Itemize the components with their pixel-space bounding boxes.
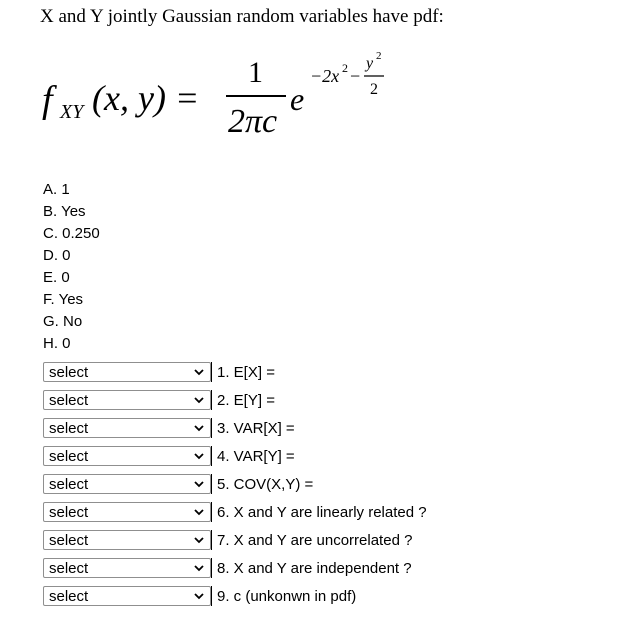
formula-exp-b-sq: 2 [376,50,382,62]
question-label-1: 1. E[X] = [211,362,275,382]
question-label-8: 8. X and Y are independent ? [211,558,412,578]
formula-exp-b-den: 2 [370,81,378,98]
question-label-6: 6. X and Y are linearly related ? [211,502,427,522]
question-row-7 [43,526,427,554]
question-row-6 [43,498,427,526]
select-value: select [49,391,89,409]
answer-select-7[interactable] [43,530,211,550]
option-d: D. 0 [43,247,71,264]
select-value: select [49,475,89,493]
select-value: select [49,363,89,381]
pdf-formula [40,46,440,156]
formula-base: e [290,81,305,117]
answer-select-3[interactable] [43,418,211,438]
answer-select-1[interactable] [43,362,211,382]
chevron-down-icon [193,450,205,462]
option-a: A. 1 [43,181,70,198]
select-value: select [49,503,89,521]
formula-args: (x, y) = [92,78,200,118]
chevron-down-icon [193,590,205,602]
question-row-1 [43,358,427,386]
question-row-8 [43,554,427,582]
question-row-3 [43,414,427,442]
answer-options [43,179,100,355]
formula-exp-a-sq: 2 [342,61,348,75]
formula-exp-a: −2x [310,66,340,86]
question-label-7: 7. X and Y are uncorrelated ? [211,530,412,550]
select-value: select [49,559,89,577]
select-value: select [49,447,89,465]
option-e: E. 0 [43,269,70,286]
answer-select-8[interactable] [43,558,211,578]
question-row-5 [43,470,427,498]
chevron-down-icon [193,506,205,518]
select-value: select [49,587,89,605]
answer-select-4[interactable] [43,446,211,466]
formula-f: f [42,79,53,121]
chevron-down-icon [193,422,205,434]
chevron-down-icon [193,366,205,378]
question-label-5: 5. COV(X,Y) = [211,474,313,494]
formula-exp-minus: − [350,66,361,86]
option-h: H. 0 [43,335,71,352]
option-g: G. No [43,313,83,330]
chevron-down-icon [193,534,205,546]
question-row-9 [43,582,427,610]
chevron-down-icon [193,394,205,406]
select-value: select [49,531,89,549]
answer-select-2[interactable] [43,390,211,410]
answer-select-9[interactable] [43,586,211,606]
question-title: X and Y jointly Gaussian random variables have pdf: [40,6,444,27]
formula-exp-b-num: y [366,55,374,72]
question-label-3: 3. VAR[X] = [211,418,295,438]
question-list [43,358,427,610]
question-label-2: 2. E[Y] = [211,390,275,410]
option-f: F. Yes [43,291,84,308]
formula-numerator: 1 [248,56,263,89]
chevron-down-icon [193,562,205,574]
question-row-2 [43,386,427,414]
option-b: B. Yes [43,203,86,220]
select-value: select [49,419,89,437]
question-label-9: 9. c (unkonwn in pdf) [211,586,356,606]
option-c: C. 0.250 [43,225,100,242]
question-label-4: 4. VAR[Y] = [211,446,295,466]
question-row-4 [43,442,427,470]
answer-select-6[interactable] [43,502,211,522]
answer-select-5[interactable] [43,474,211,494]
chevron-down-icon [193,478,205,490]
formula-denominator: 2πc [228,103,278,140]
formula-subscript: XY [60,101,84,123]
